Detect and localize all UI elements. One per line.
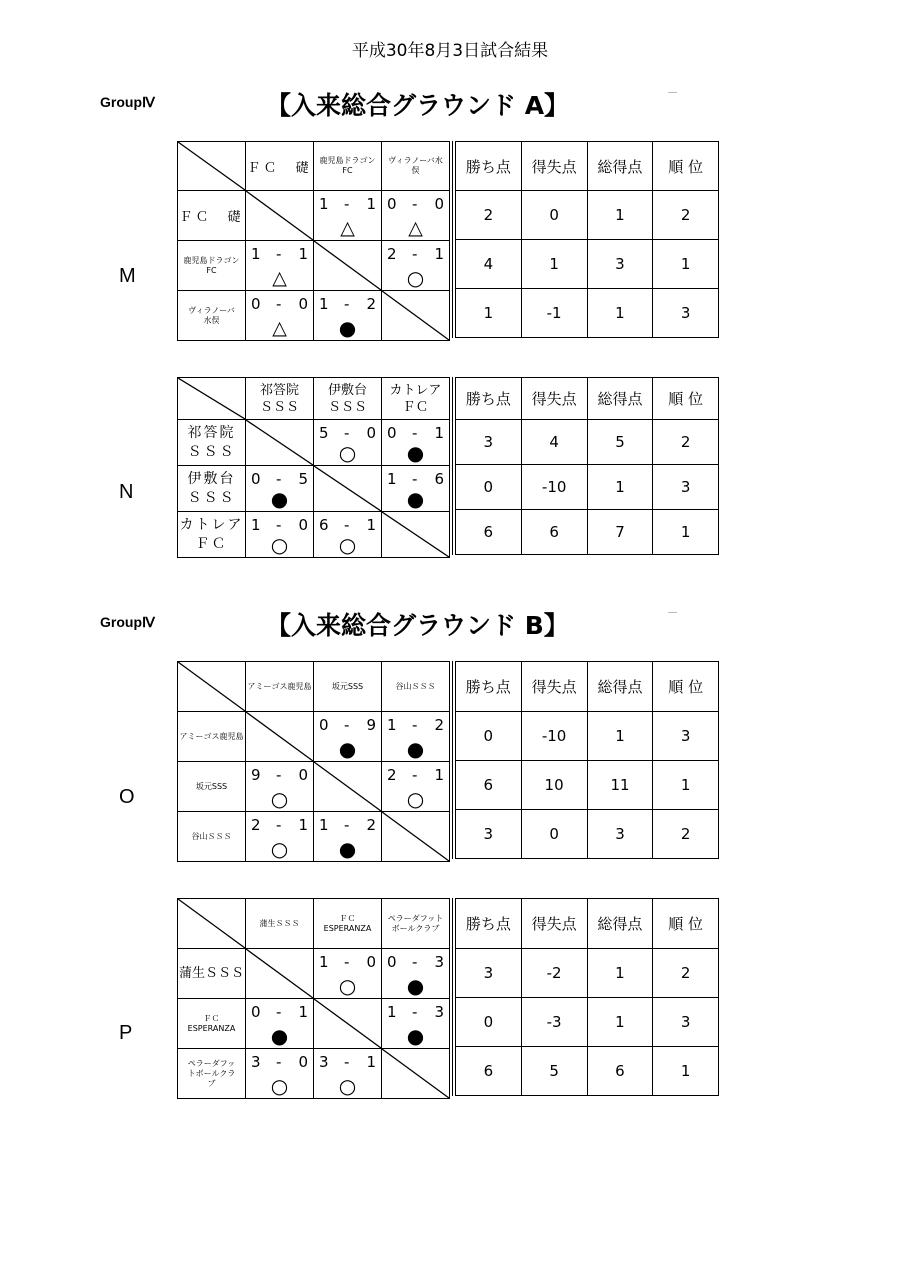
- match-result-cell: 0 - 0 △: [382, 191, 450, 241]
- diagonal-line: [178, 899, 245, 948]
- stat-value: 1: [587, 949, 653, 998]
- stat-value: 6: [454, 1047, 521, 1096]
- match-result-cell: 0 - 3 ●: [382, 949, 450, 999]
- diagonal-line: [314, 762, 381, 811]
- corner-cell: [178, 142, 246, 191]
- diagonal-line: [314, 241, 381, 290]
- stat-header: 順 位: [653, 142, 719, 191]
- stat-value: 0: [521, 810, 587, 859]
- group-label-o: O: [119, 786, 135, 808]
- stat-value: 10: [521, 761, 587, 810]
- result-mark: ●: [338, 316, 357, 340]
- stat-value: 3: [587, 810, 653, 859]
- result-mark: △: [340, 217, 355, 239]
- column-header: 伊敷台 ＳＳＳ: [314, 378, 382, 420]
- stat-value: 3: [454, 810, 521, 859]
- stat-value: 1: [454, 289, 521, 338]
- corner-cell: [178, 899, 246, 949]
- stat-value: 0: [521, 191, 587, 240]
- row-header: ＦＣ 礎: [178, 191, 246, 241]
- corner-cell: [178, 662, 246, 712]
- row-header: カトレア ＦＣ: [178, 512, 246, 558]
- self-match-cell: [314, 999, 382, 1049]
- match-result-cell: 5 - 0 ○: [314, 420, 382, 466]
- group-label-n: N: [119, 481, 134, 503]
- stat-value: 1: [653, 1047, 719, 1096]
- stat-value: 3: [653, 712, 719, 761]
- match-result-cell: 3 - 0 ○: [246, 1049, 314, 1099]
- decorative-dash: [668, 92, 677, 93]
- stat-value: 6: [454, 510, 521, 555]
- decorative-dash: [668, 612, 677, 613]
- stat-value: 1: [587, 712, 653, 761]
- result-mark: ●: [406, 441, 425, 465]
- stat-header: 総得点: [587, 378, 653, 420]
- match-result-cell: 1 - 0 ○: [246, 512, 314, 558]
- stat-value: 2: [653, 420, 719, 465]
- match-result-cell: 1 - 6 ●: [382, 466, 450, 512]
- stat-value: 1: [653, 510, 719, 555]
- column-header: ペラーダフット ボールクラブ: [382, 899, 450, 949]
- diagonal-line: [314, 999, 381, 1048]
- stat-value: 2: [454, 191, 521, 240]
- stat-value: -3: [521, 998, 587, 1047]
- stat-value: -1: [521, 289, 587, 338]
- match-result-cell: 1 - 1 △: [246, 241, 314, 291]
- stat-value: 2: [653, 949, 719, 998]
- column-header: 谷山ＳＳＳ: [382, 662, 450, 712]
- stats-table: [452, 898, 719, 1096]
- result-mark: ●: [338, 837, 357, 861]
- stat-value: -2: [521, 949, 587, 998]
- stat-header: 得失点: [521, 899, 587, 949]
- stat-header: 順 位: [653, 378, 719, 420]
- stat-header: 総得点: [587, 899, 653, 949]
- stat-header: 得失点: [521, 378, 587, 420]
- row-header: 伊敷台 ＳＳＳ: [178, 466, 246, 512]
- self-match-cell: [246, 420, 314, 466]
- result-mark: ○: [338, 974, 357, 998]
- column-header: ヴィラノーバ水 俣: [382, 142, 450, 191]
- row-header: 坂元SSS: [178, 762, 246, 812]
- group-label-m: M: [119, 265, 136, 287]
- diagonal-line: [178, 662, 245, 711]
- result-mark: ○: [270, 837, 289, 861]
- column-header: ＦＣ 礎: [246, 142, 314, 191]
- stat-value: 6: [521, 510, 587, 555]
- result-mark: ○: [270, 1074, 289, 1098]
- stat-value: 7: [587, 510, 653, 555]
- stat-value: 2: [653, 810, 719, 859]
- column-header: カトレア ＦＣ: [382, 378, 450, 420]
- result-mark: ●: [270, 1024, 289, 1048]
- row-header: 鹿児島ドラゴン FC: [178, 241, 246, 291]
- result-mark: ○: [270, 533, 289, 557]
- result-mark: ●: [338, 737, 357, 761]
- diagonal-line: [178, 142, 245, 190]
- stat-header: 勝ち点: [454, 662, 521, 712]
- result-mark: △: [272, 317, 287, 339]
- match-result-cell: 1 - 0 ○: [314, 949, 382, 999]
- column-header: ＦＣ ESPERANZA: [314, 899, 382, 949]
- match-result-cell: 2 - 1 ○: [246, 812, 314, 862]
- stat-value: 1: [587, 289, 653, 338]
- stat-header: 得失点: [521, 142, 587, 191]
- venue-title-a: 【入来総合グラウンド A】: [266, 91, 570, 120]
- stat-value: 2: [653, 191, 719, 240]
- result-mark: ○: [338, 1074, 357, 1098]
- stat-header: 総得点: [587, 662, 653, 712]
- row-header: ＦＣ ESPERANZA: [178, 999, 246, 1049]
- diagonal-line: [382, 512, 449, 557]
- stat-value: 1: [653, 240, 719, 289]
- stat-value: 3: [454, 949, 521, 998]
- diagonal-line: [246, 191, 313, 240]
- stat-value: 4: [454, 240, 521, 289]
- match-result-cell: 6 - 1 ○: [314, 512, 382, 558]
- result-mark: △: [272, 267, 287, 289]
- self-match-cell: [382, 512, 450, 558]
- self-match-cell: [314, 762, 382, 812]
- stat-value: 1: [587, 998, 653, 1047]
- stat-value: 3: [653, 465, 719, 510]
- row-header: 谷山ＳＳＳ: [178, 812, 246, 862]
- stat-header: 勝ち点: [454, 378, 521, 420]
- result-mark: ●: [406, 487, 425, 511]
- stat-header: 勝ち点: [454, 142, 521, 191]
- stat-value: 4: [521, 420, 587, 465]
- stat-value: 1: [587, 191, 653, 240]
- stat-value: 1: [521, 240, 587, 289]
- match-result-cell: 1 - 2 ●: [382, 712, 450, 762]
- stats-table: [452, 377, 719, 555]
- row-header: ペラーダフッ トボールクラ ブ: [178, 1049, 246, 1099]
- stat-value: 3: [653, 289, 719, 338]
- match-result-cell: 9 - 0 ○: [246, 762, 314, 812]
- column-header: 蒲生ＳＳＳ: [246, 899, 314, 949]
- stat-value: 6: [587, 1047, 653, 1096]
- results-matrix: [177, 141, 450, 341]
- stat-value: 1: [653, 761, 719, 810]
- group-label-b: GroupⅣ: [100, 614, 155, 630]
- self-match-cell: [314, 466, 382, 512]
- stat-header: 勝ち点: [454, 899, 521, 949]
- self-match-cell: [246, 949, 314, 999]
- stat-header: 総得点: [587, 142, 653, 191]
- results-matrix: [177, 661, 450, 862]
- stat-value: 5: [521, 1047, 587, 1096]
- result-mark: ●: [406, 974, 425, 998]
- match-result-cell: 1 - 1 △: [314, 191, 382, 241]
- match-result-cell: 0 - 5 ●: [246, 466, 314, 512]
- corner-cell: [178, 378, 246, 420]
- stat-value: 0: [454, 712, 521, 761]
- stat-value: 3: [454, 420, 521, 465]
- stats-table: [452, 661, 719, 859]
- venue-title-b: 【入来総合グラウンド B】: [266, 611, 569, 640]
- diagonal-line: [382, 291, 449, 340]
- match-result-cell: 0 - 1 ●: [246, 999, 314, 1049]
- stat-header: 順 位: [653, 662, 719, 712]
- stat-value: 0: [454, 998, 521, 1047]
- self-match-cell: [382, 812, 450, 862]
- diagonal-line: [382, 812, 449, 861]
- result-mark: ○: [270, 787, 289, 811]
- result-mark: ●: [270, 487, 289, 511]
- row-header: ヴィラノーバ 水俣: [178, 291, 246, 341]
- column-header: アミーゴス鹿児島: [246, 662, 314, 712]
- stat-value: 1: [587, 465, 653, 510]
- group-label-p: P: [119, 1022, 133, 1044]
- stat-header: 順 位: [653, 899, 719, 949]
- result-mark: ●: [406, 737, 425, 761]
- self-match-cell: [314, 241, 382, 291]
- match-result-cell: 0 - 1 ●: [382, 420, 450, 466]
- row-header: 祁答院 ＳＳＳ: [178, 420, 246, 466]
- stat-value: 5: [587, 420, 653, 465]
- self-match-cell: [246, 712, 314, 762]
- stats-table: [452, 141, 719, 338]
- match-result-cell: 1 - 2 ●: [314, 812, 382, 862]
- diagonal-line: [246, 949, 313, 998]
- stat-value: 3: [587, 240, 653, 289]
- column-header: 坂元SSS: [314, 662, 382, 712]
- match-result-cell: 0 - 0 △: [246, 291, 314, 341]
- diagonal-line: [246, 420, 313, 465]
- column-header: 祁答院 ＳＳＳ: [246, 378, 314, 420]
- self-match-cell: [246, 191, 314, 241]
- row-header: アミーゴス鹿児島: [178, 712, 246, 762]
- stat-value: -10: [521, 712, 587, 761]
- group-label-a: GroupⅣ: [100, 94, 155, 110]
- stat-value: 11: [587, 761, 653, 810]
- stat-value: 6: [454, 761, 521, 810]
- diagonal-line: [314, 466, 381, 511]
- row-header: 蒲生ＳＳＳ: [178, 949, 246, 999]
- result-mark: ●: [406, 1024, 425, 1048]
- result-mark: ○: [406, 266, 425, 290]
- diagonal-line: [246, 712, 313, 761]
- diagonal-line: [178, 378, 245, 419]
- result-mark: ○: [338, 441, 357, 465]
- column-header: 鹿児島ドラゴン FC: [314, 142, 382, 191]
- match-result-cell: 2 - 1 ○: [382, 762, 450, 812]
- self-match-cell: [382, 1049, 450, 1099]
- diagonal-line: [382, 1049, 449, 1098]
- results-matrix: [177, 898, 450, 1099]
- stat-value: -10: [521, 465, 587, 510]
- self-match-cell: [382, 291, 450, 341]
- stat-value: 0: [454, 465, 521, 510]
- match-result-cell: 3 - 1 ○: [314, 1049, 382, 1099]
- result-mark: ○: [338, 533, 357, 557]
- stat-header: 得失点: [521, 662, 587, 712]
- match-result-cell: 2 - 1 ○: [382, 241, 450, 291]
- stat-value: 3: [653, 998, 719, 1047]
- page-title: 平成30年8月3日試合結果: [351, 41, 549, 61]
- match-result-cell: 1 - 2 ●: [314, 291, 382, 341]
- match-result-cell: 0 - 9 ●: [314, 712, 382, 762]
- match-result-cell: 1 - 3 ●: [382, 999, 450, 1049]
- results-matrix: [177, 377, 450, 558]
- result-mark: △: [408, 217, 423, 239]
- result-mark: ○: [406, 787, 425, 811]
